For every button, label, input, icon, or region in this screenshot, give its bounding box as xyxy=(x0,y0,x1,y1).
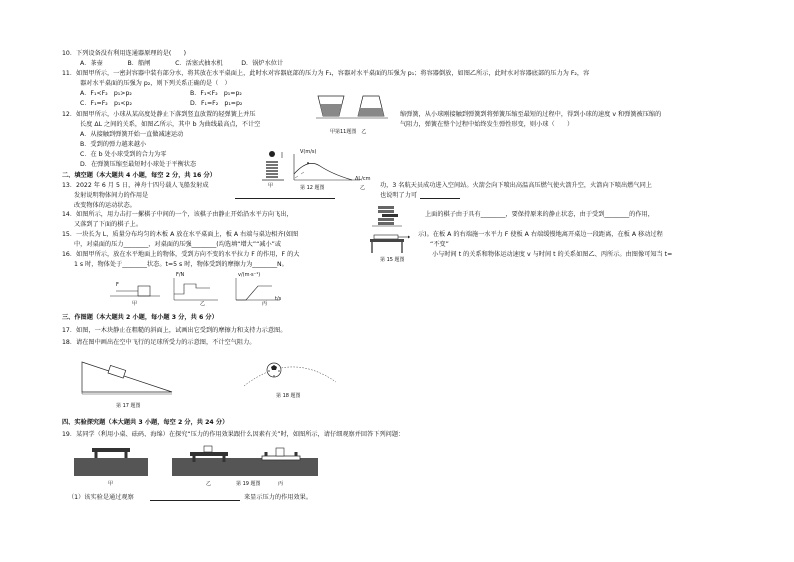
q12-option-b: B．受到的弹力越来越小 xyxy=(80,141,147,148)
section-4-title: 四、实验探究题（本大题共 3 小题，每空 2 分，共 24 分） xyxy=(62,419,229,426)
q16-force-graph xyxy=(170,276,222,304)
q12-option-c: C．在 b 处小球受到的合力为零 xyxy=(80,151,167,158)
q17-stem: 17．如图，一木块静止在粗糙的斜面上，试画出它受到的摩擦力和支持力示意图。 xyxy=(62,327,287,334)
q12-axis-x: ΔL/cm xyxy=(355,176,371,182)
q13-line1b: 功，3 名航天员成功进入空间站。火箭会向下喷出高温高压燃气使火箭升空，火箭向下喷出燃气同上 xyxy=(380,182,652,189)
q16-line2: 1 s 时，物体处于________状态。t=5 s 时，物体受到的摩擦力为________N。 xyxy=(74,261,288,268)
q18-figure-label: 第 18 题图 xyxy=(276,393,301,399)
q13-line2a: 发射说明物体间力的作用是 xyxy=(74,192,149,199)
q16-axis-v: v/(m·s⁻¹) xyxy=(238,272,261,278)
q18-stem: 18．请在图中画出在空中飞行的足球所受力的示意图，不计空气阻力。 xyxy=(62,339,256,346)
q12-option-a: A．从接触到弹簧开始一直做减速运动 xyxy=(80,131,184,138)
section-2-title: 二、填空题（本大题共 4 小题，每空 2 分，共 16 分） xyxy=(62,172,216,179)
q19-figure-jia-label: 甲 xyxy=(108,481,114,487)
q14-line2: 又落到了下面的棋子上。 xyxy=(74,221,143,228)
q11-option-d: D．F₁=F₂ p₁=p₂ xyxy=(190,100,243,107)
q12-option-d: D．在弹簧压缩至最短时小球处于平衡状态 xyxy=(80,161,197,168)
q16-line1a: 16．如图甲所示，放在水平地面上的物体，受到方向不变的水平拉力 F 的作用，F 的大 xyxy=(62,251,300,258)
q19-figure-yi xyxy=(172,446,248,478)
q19-figure-yi-label: 乙 xyxy=(206,481,212,487)
q19-figure-bing-label: 丙 xyxy=(278,481,284,487)
q11-option-a: A．F₁<F₂ p₁>p₂ xyxy=(80,90,132,97)
q16-figure-bing-label: 丙 xyxy=(262,301,268,307)
q16-axis-t: t/s xyxy=(275,296,282,302)
q17-incline-figure xyxy=(80,360,176,396)
q16-line1b: 小与时间 t 的关系和物体运动速度 v 与时间 t 的关系如图乙、丙所示。由图像可知当 t= xyxy=(432,251,673,258)
q19-sub1-blank[interactable] xyxy=(150,500,240,501)
q11-line1: 11．如图甲所示，一密封容器中装有部分水，将其放在水平桌面上，此时水对容器底部的压力为 F₁，容器对水平桌面的压强为 p₁；将容器倒放，如图乙所示，此时水对容器底部的压力为 F₂，容 xyxy=(62,70,590,77)
q17-figure-label: 第 17 题图 xyxy=(116,403,141,409)
section-3-title: 三、作图题（本大题共 2 小题，每小题 3 分，共 6 分） xyxy=(62,314,218,321)
q19-figure-jia xyxy=(74,446,150,478)
q18-ball-figure xyxy=(240,356,340,390)
q15-figure xyxy=(368,229,418,259)
q12-line1a: 12．如图甲所示，小球从某高度处静止下落到竖直放置的轻弹簧上并压 xyxy=(62,111,256,118)
q16-axis-f: F/N xyxy=(176,272,185,278)
q15-line1a: 15．一块长为 L，质量分布均匀的木板 A 放在水平桌面上，板 A 右端与桌边相齐(如图 xyxy=(62,231,299,238)
q13-line2b: 也说明了力可 xyxy=(380,192,418,199)
q13-blank-2[interactable] xyxy=(420,198,460,199)
q15-line1b: 示)。在板 A 的右端施一水平力 F 使板 A 右端缓慢地离开桌边一段距离，在板 A 移动过程 xyxy=(418,231,663,238)
q16-figure-yi-label: 乙 xyxy=(200,301,206,307)
q16-force-label: F xyxy=(116,282,119,288)
q19-sub1: （1）该实验是通过观察 xyxy=(68,494,134,501)
q10-stem: 10．下列设备没有利用连通器原理的是( ) xyxy=(62,50,187,57)
q11-line2: 器对水平桌面的压强为 p₂，则下列关系正确的是（ ） xyxy=(80,80,231,87)
q19-stem: 19．某同学（利用小桌、砝码、海绵）在探究“压力的作用效果跟什么因素有关”时，如图所示，请仔细观察并回答下列问题： xyxy=(62,431,405,438)
q19-figure-bing xyxy=(244,446,320,478)
q12-axis-y: V(m/s) xyxy=(300,149,317,155)
q12-spring-figure xyxy=(262,150,292,186)
q14-line1b: 上面的棋子由于具有________，要保持原来的静止状态，由于受到________的作用， xyxy=(425,211,654,218)
q19-figure-label: 第 19 题图 xyxy=(236,481,261,487)
q13-line1a: 13．2022 年 6 月 5 日，神舟十四号载人飞船发射成 xyxy=(62,182,209,189)
q13-line3: 改变物体的运动状态。 xyxy=(74,202,136,209)
q12-figure-yi: 乙 xyxy=(360,185,366,191)
q12-figure-jia: 甲 xyxy=(268,183,274,189)
q11-figure-label: 甲第11题图 乙 xyxy=(330,129,367,135)
q15-line2b: “不变” xyxy=(430,241,449,248)
q12-line2b: 气阻力，弹簧在整个过程中始终发生弹性形变，则小球（ ） xyxy=(400,121,574,128)
q14-line1: 14．如图所示，用力击打一摞棋子中间的一个，该棋子由静止开始沿水平方向飞出， xyxy=(62,211,293,218)
q10-options: A．茶壶 B．船闸 C．活塞式抽水机 D．锅炉水位计 xyxy=(80,60,284,67)
q12-line2a: 长度 ΔL 之间的关系，如图乙所示，其中 b 为曲线最高点，不计空 xyxy=(80,121,261,128)
q15-line2a: 中，对桌面的压力________，对桌面的压强________(均选填“增大”“减小”或 xyxy=(74,241,282,248)
q12-line1b: 缩弹簧，从小球刚接触到弹簧到将弹簧压缩至最短的过程中，得到小球的速度 v 和弹簧被压缩的 xyxy=(400,111,662,118)
q16-figure-jia-label: 甲 xyxy=(132,301,138,307)
q14-figure xyxy=(372,204,408,230)
q12-figure-label: 第 12 题图 xyxy=(300,185,325,191)
q15-figure-label: 第 15 题图 xyxy=(380,257,405,263)
q11-option-c: C．F₁=F₂ p₁<p₂ xyxy=(80,100,132,107)
q13-blank-1[interactable] xyxy=(235,198,335,199)
q19-sub1b: 来显示压力的作用效果。 xyxy=(244,494,313,501)
q11-option-b: B．F₁<F₂ p₁=p₂ xyxy=(190,90,242,97)
